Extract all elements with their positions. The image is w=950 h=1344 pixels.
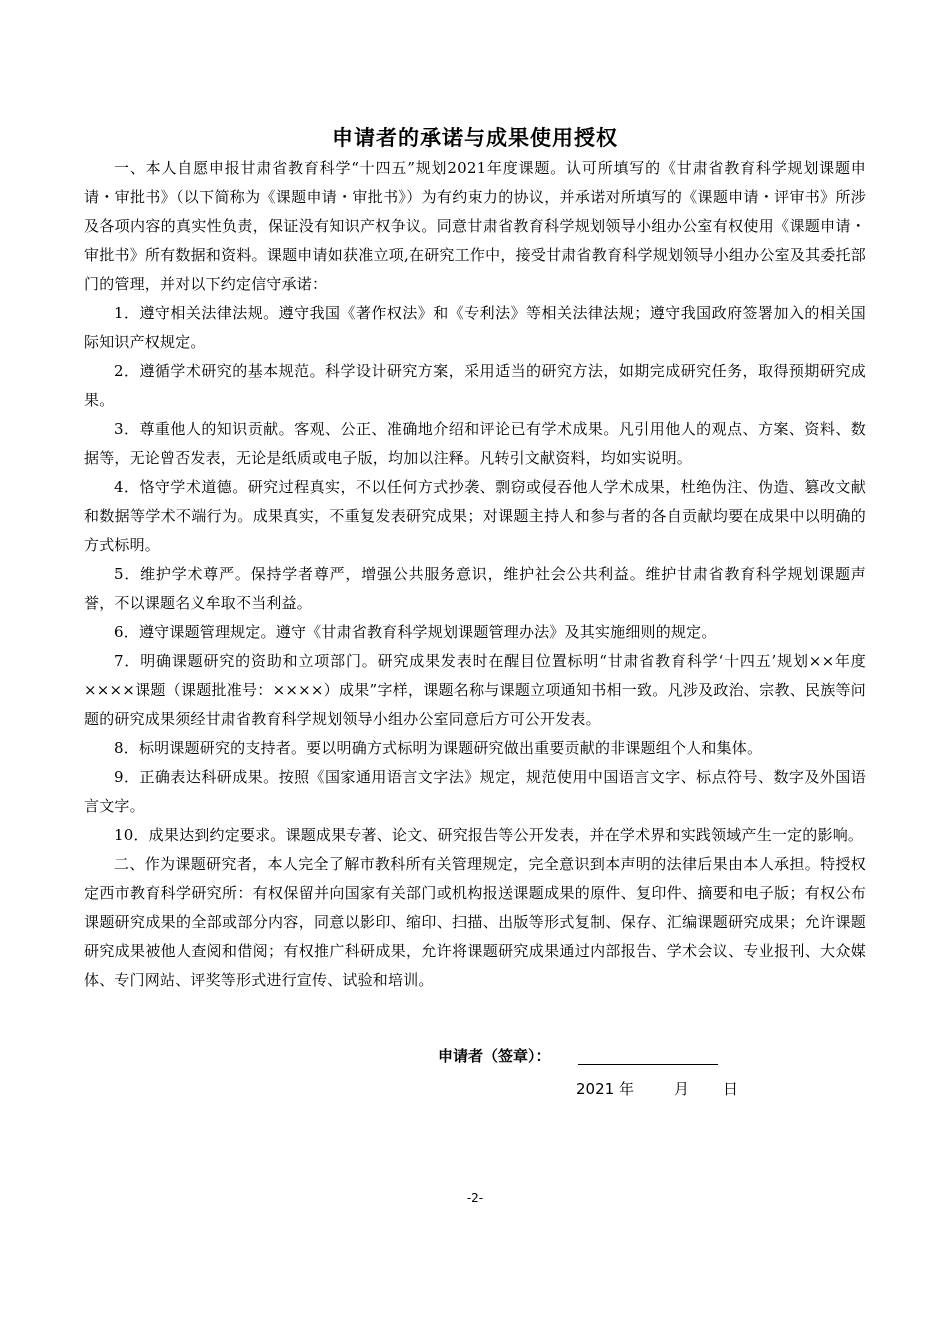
date-day: 日: [723, 1080, 739, 1098]
document-body: [84, 154, 866, 995]
signature-label: 申请者（签章）：: [438, 1047, 551, 1065]
paragraph-item-8: 8．标明课题研究的支持者。要以明确方式标明为课题研究做出重要贡献的非课题组个人和集体。: [114, 739, 763, 757]
page-number: -2-: [466, 1191, 484, 1205]
date-year: 2021 年: [576, 1080, 634, 1098]
paragraph-item-1: 1．遵守相关法律法规。遵守我国《著作权法》和《专利法》等相关法律法规；遵守我国政府签署加入的相关国际知识产权规定。: [84, 304, 866, 351]
paragraph-authorization: 二、作为课题研究者，本人完全了解市教科所有关管理规定，完全意识到本声明的法律后果由本人承担。特授权定西市教育科学研究所：有权保留并向国家有关部门或机构报送课题成果的原件、复印件、摘要和电子版；有权公布课题研究成果的全部或部分内容，同意以影印、缩印、扫描、出版等形式复制、保存、汇编课题研究成果；允许课题研究成果被他人查阅和借阅；有权推广科研成果，允许将课题研究成果通过内部报告、学术会议、专业报刊、大众媒体、专门网站、评奖等形式进行宣传、试验和培训。: [84, 855, 866, 989]
paragraph-item-10: 10．成果达到约定要求。课题成果专著、论文、研究报告等公开发表，并在学术界和实践领域产生一定的影响。: [114, 826, 864, 844]
date-month: 月: [674, 1080, 690, 1098]
paragraph-item-4: 4．恪守学术道德。研究过程真实，不以任何方式抄袭、剽窃或侵吞他人学术成果，杜绝伪注、伪造、篡改文献和数据等学术不端行为。成果真实，不重复发表研究成果；对课题主持人和参与者的各自贡献均要在成果中以明确的方式标明。: [84, 478, 866, 554]
paragraph-commitment-intro: 一、本人自愿申报甘肃省教育科学“十四五”规划2021年度课题。认可所填写的《甘肃省教育科学规划课题申请・审批书》（以下简称为《课题申请・审批书》）为有约束力的协议，并承诺对所填写的《课题申请・评审书》所涉及各项内容的真实性负责，保证没有知识产权争议。同意甘肃省教育科学规划领导小组办公室有权使用《课题申请・审批书》所有数据和资料。课题申请如获准立项,在研究工作中，接受甘肃省教育科学规划领导小组办公室及其委托部门的管理，并对以下约定信守承诺：: [84, 159, 866, 293]
paragraph-item-3: 3．尊重他人的知识贡献。客观、公正、准确地介绍和评论已有学术成果。凡引用他人的观点、方案、资料、数据等，无论曾否发表，无论是纸质或电子版，均加以注释。凡转引文献资料，均如实说明。: [84, 420, 866, 467]
signature-line: [578, 1064, 718, 1065]
document-title: 申请者的承诺与成果使用授权: [332, 126, 618, 150]
paragraph-item-6: 6．遵守课题管理规定。遵守《甘肃省教育科学规划课题管理办法》及其实施细则的规定。: [114, 623, 717, 641]
paragraph-item-9: 9．正确表达科研成果。按照《国家通用语言文字法》规定，规范使用中国语言文字、标点符号、数字及外国语言文字。: [84, 768, 866, 815]
paragraph-item-2: 2．遵循学术研究的基本规范。科学设计研究方案，采用适当的研究方法，如期完成研究任务，取得预期研究成果。: [84, 362, 866, 409]
paragraph-item-5: 5．维护学术尊严。保持学者尊严，增强公共服务意识，维护社会公共利益。维护甘肃省教育科学规划课题声誉，不以课题名义牟取不当利益。: [84, 565, 866, 612]
paragraph-item-7: 7．明确课题研究的资助和立项部门。研究成果发表时在醒目位置标明“甘肃省教育科学‘十四五’规划××年度××××课题（课题批准号：××××）成果”字样，课题名称与课题立项通知书相一致。凡涉及政治、宗教、民族等问题的研究成果须经甘肃省教育科学规划领导小组办公室同意后方可公开发表。: [84, 652, 866, 728]
